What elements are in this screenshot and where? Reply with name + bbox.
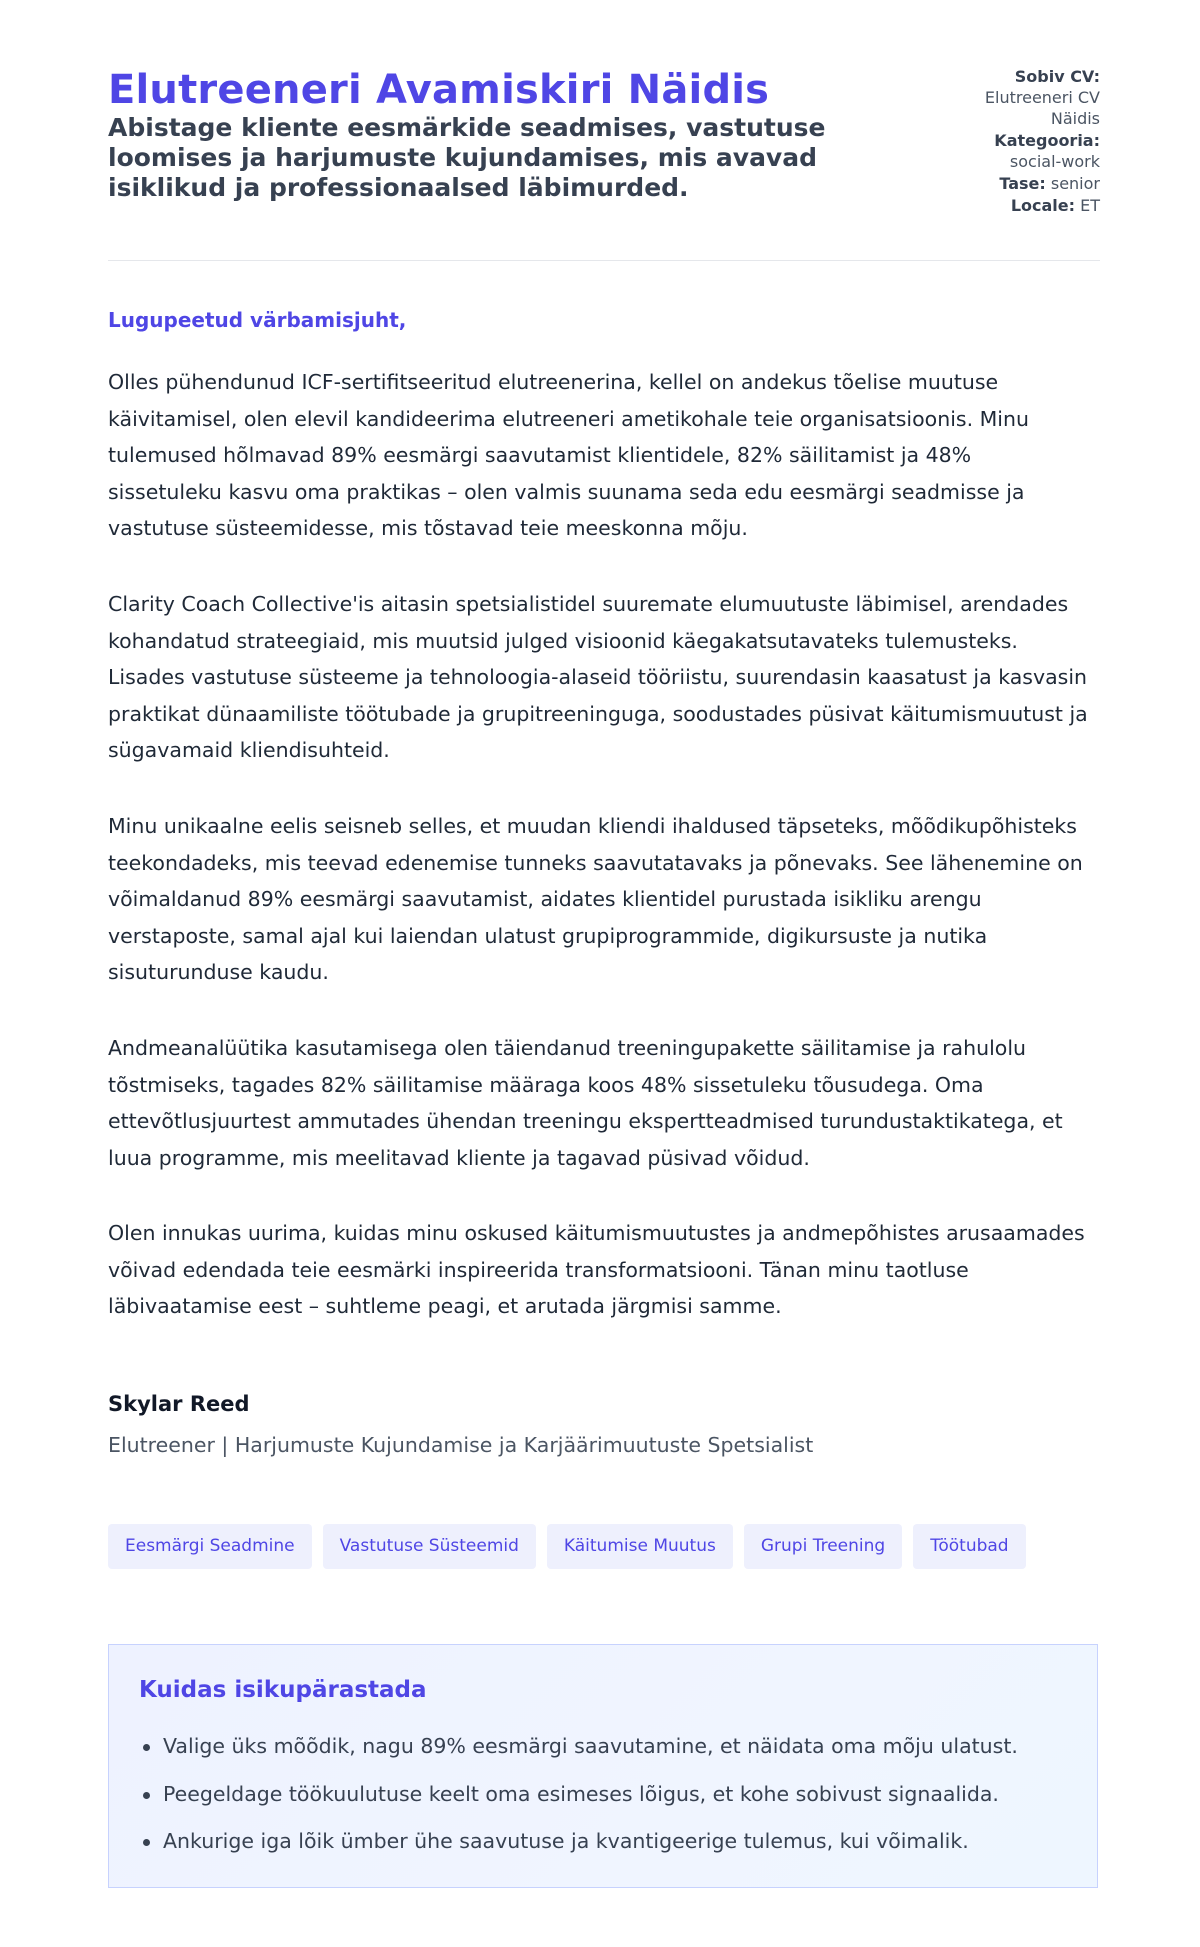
meta-category-value: social-work xyxy=(1009,152,1100,171)
page-title: Elutreeneri Avamiskiri Näidis xyxy=(108,67,770,113)
skill-tag: Käitumise Muutus xyxy=(547,1524,733,1569)
skill-tags xyxy=(108,1524,1026,1569)
bullet-icon xyxy=(143,1792,150,1799)
letter-body xyxy=(108,364,1088,1364)
signer-name: Skylar Reed xyxy=(108,1392,250,1416)
bullet-icon xyxy=(143,1839,150,1846)
meta-level xyxy=(940,173,1100,194)
tip-item xyxy=(139,1723,1018,1771)
meta-cv-label: Sobiv CV: xyxy=(1014,67,1100,86)
meta-level-label: Tase: xyxy=(999,174,1046,193)
meta-cv-value: Elutreeneri CV Näidis xyxy=(984,88,1100,128)
skill-tag: Vastutuse Süsteemid xyxy=(323,1524,536,1569)
page-subtitle: Abistage kliente eesmärkide seadmises, vastutuse loomises ja harjumuste kujundamises, mis avavad isiklikud ja professionaalsed läbimurded. xyxy=(108,113,826,202)
tip-item xyxy=(139,1771,1018,1819)
meta-cv xyxy=(940,66,1100,129)
metadata-panel xyxy=(940,66,1100,217)
letter-paragraph: Minu unikaalne eelis seisneb selles, et muudan kliendi ihaldused täpseteks, mõõdikupõhisteks teekondadeks, mis teevad edenemise tunneks saavutatavaks ja põnevaks. See lähenemine on võimaldanud 89% eesmärgi saavutamist, aidates klientidel purustada isikliku arengu verstaposte, samal ajal kui laiendan ulatust grupiprogrammide, digikursuste ja nutika sisuturunduse kaudu. xyxy=(108,813,1083,985)
meta-locale-value: ET xyxy=(1080,196,1100,215)
meta-locale-label: Locale: xyxy=(1010,196,1076,215)
cover-letter-page xyxy=(108,0,1100,1853)
meta-locale xyxy=(940,195,1100,216)
document-header xyxy=(108,0,1100,261)
letter-paragraph: Olles pühendunud ICF-sertifitseeritud elutreenerina, kellel on andekus tõelise muutuse käivitamisel, olen elevil kandideerima elutreeneri ametikohale teie organisatsioonis. Minu tulemused hõlmavad 89% eesmärgi saavutamist klientidele, 82% säilitamist ja 48% sissetuleku kasvu oma praktikas – olen valmis suunama seda edu eesmärgi seadmisse ja vastutuse süsteemidesse, mis tõstavad teie meeskonna mõju. xyxy=(108,370,1029,541)
tip-text: Valige üks mõõdik, nagu 89% eesmärgi saavutamine, et näidata oma mõju ulatust. xyxy=(163,1734,1018,1758)
tip-item xyxy=(139,1818,1018,1866)
meta-level-value: senior xyxy=(1050,174,1100,193)
bullet-icon xyxy=(143,1744,150,1751)
letter-paragraph: Olen innukas uurima, kuidas minu oskused käitumismuutustes ja andmepõhistes arusaamades võivad edendada teie eesmärki inspireerida transformatsiooni. Tänan minu taotluse läbivaatamise eest – suhtleme peagi, et arutada järgmisi samme. xyxy=(108,1221,1085,1319)
signer-title: Elutreener | Harjumuste Kujundamise ja Karjäärimuutuste Spetsialist xyxy=(108,1433,814,1457)
meta-category-label: Kategooria: xyxy=(994,131,1100,150)
skill-tag: Töötubad xyxy=(913,1524,1025,1569)
tips-list xyxy=(139,1723,1018,1866)
skill-tag: Eesmärgi Seadmine xyxy=(108,1524,312,1569)
salutation: Lugupeetud värbamisjuht, xyxy=(108,308,407,332)
skill-tag: Grupi Treening xyxy=(744,1524,902,1569)
letter-paragraph: Clarity Coach Collective'is aitasin spetsialistidel suuremate elumuutuste läbimisel, arendades kohandatud strateegiaid, mis muutsid julged visioonid käegakatsutavateks tulemusteks. Lisades vastutuse süsteeme ja tehnoloogia-alaseid tööriistu, suurendasin kaasatust ja kasvasin praktikat dünaamiliste töötubade ja grupitreeninguga, soodustades püsivat käitumismuutust ja sügavamaid kliendisuhteid. xyxy=(108,591,1088,763)
tip-text: Ankurige iga lõik ümber ühe saavutuse ja kvantigeerige tulemus, kui võimalik. xyxy=(163,1829,969,1853)
letter-paragraph: Andmeanalüütika kasutamisega olen täiendanud treeningupakette säilitamise ja rahulolu tõstmiseks, tagades 82% säilitamise määraga koos 48% sissetuleku tõusudega. Oma ettevõtlusjuurtest ammutades ühendan treeningu ekspertteadmised turundustaktikatega, et luua programme, mis meelitavad kliente ja tagavad püsivad võidud. xyxy=(108,1035,1063,1170)
personalization-tips-box xyxy=(108,1644,1098,1888)
tip-text: Peegeldage töökuulutuse keelt oma esimeses lõigus, et kohe sobivust signaalida. xyxy=(163,1781,999,1806)
meta-category xyxy=(940,130,1100,172)
tips-title: Kuidas isikupärastada xyxy=(139,1677,427,1703)
